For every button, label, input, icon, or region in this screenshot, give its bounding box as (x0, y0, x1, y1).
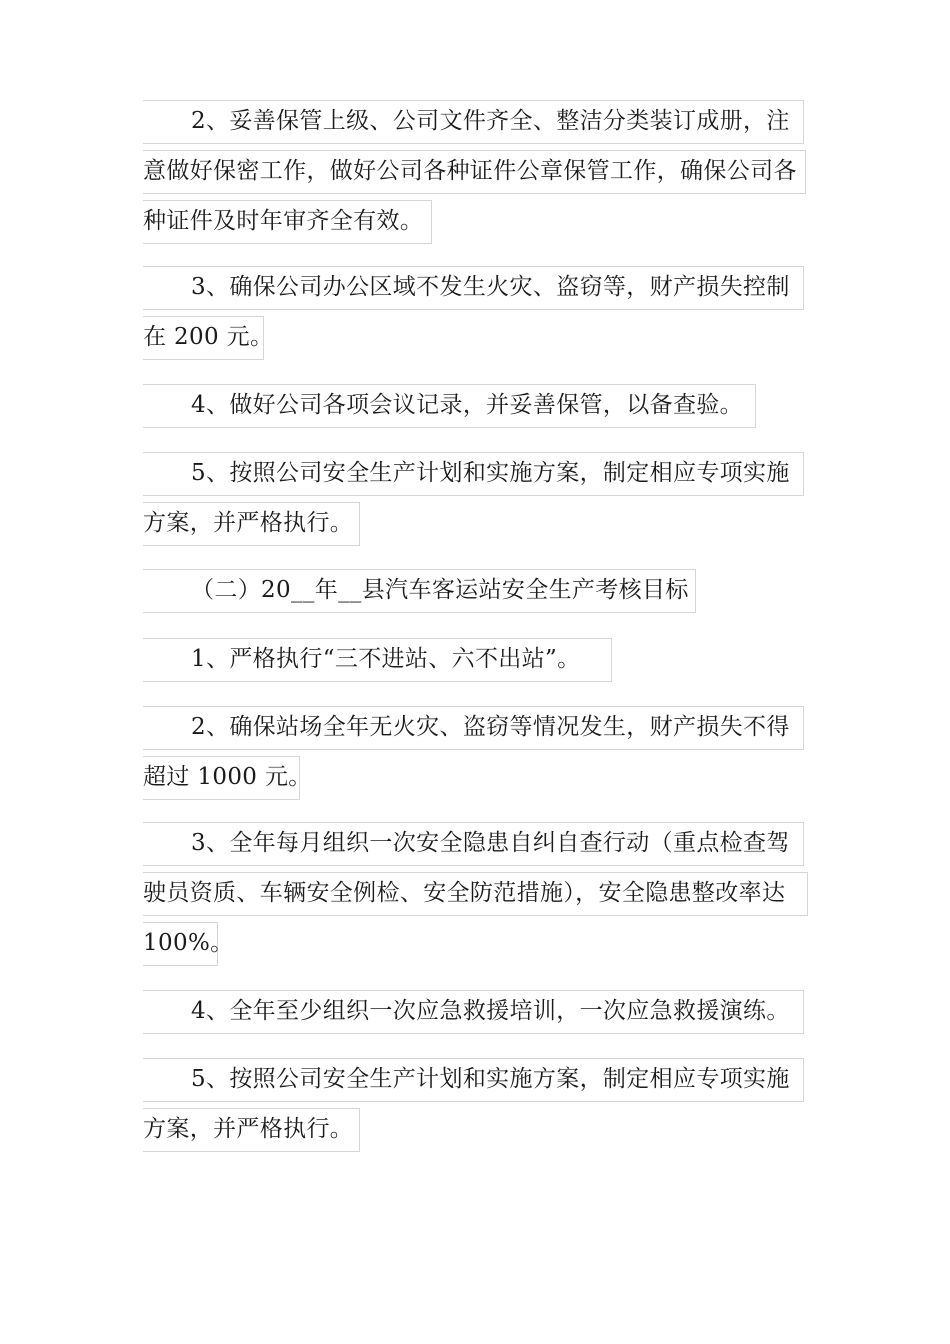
paragraph-office-item-3 (143, 262, 790, 362)
text-line: 4、全年至少组织一次应急救援培训，一次应急救援演练。 (143, 986, 790, 1036)
text-line: 4、做好公司各项会议记录，并妥善保管，以备查验。 (143, 380, 743, 430)
paragraph-office-item-5 (143, 448, 790, 548)
text-line: 5、按照公司安全生产计划和实施方案，制定相应专项实施 (143, 448, 790, 498)
text-line: 在 200 元。 (143, 312, 790, 362)
paragraph-station-item-1 (143, 634, 580, 684)
text-line: 方案，并严格执行。 (143, 498, 790, 548)
text-line: 种证件及时年审齐全有效。 (143, 196, 797, 246)
text-line: 3、确保公司办公区域不发生火灾、盗窃等，财产损失控制 (143, 262, 790, 312)
text-line: 3、全年每月组织一次安全隐患自纠自查行动（重点检查驾 (143, 818, 790, 868)
text-line: 1、严格执行“三不进站、六不出站”。 (143, 634, 580, 684)
text-line: 100%。 (143, 918, 790, 968)
text-line: 超过 1000 元。 (143, 752, 790, 802)
text-line: 2、妥善保管上级、公司文件齐全、整洁分类装订成册，注 (143, 96, 797, 146)
text-line: 方案，并严格执行。 (143, 1104, 790, 1154)
text-line: （二）20__年__县汽车客运站安全生产考核目标 (143, 565, 689, 615)
section-heading-station-targets (143, 565, 689, 615)
paragraph-office-item-4 (143, 380, 743, 430)
paragraph-station-item-4 (143, 986, 790, 1036)
paragraph-station-item-2 (143, 702, 790, 802)
paragraph-station-item-5 (143, 1054, 790, 1154)
text-line: 5、按照公司安全生产计划和实施方案，制定相应专项实施 (143, 1054, 790, 1104)
paragraph-office-item-2 (143, 96, 797, 246)
text-line: 驶员资质、车辆安全例检、安全防范措施），安全隐患整改率达 (143, 868, 790, 918)
paragraph-station-item-3 (143, 818, 790, 968)
text-line: 2、确保站场全年无火灾、盗窃等情况发生，财产损失不得 (143, 702, 790, 752)
text-line: 意做好保密工作，做好公司各种证件公章保管工作，确保公司各 (143, 146, 797, 196)
